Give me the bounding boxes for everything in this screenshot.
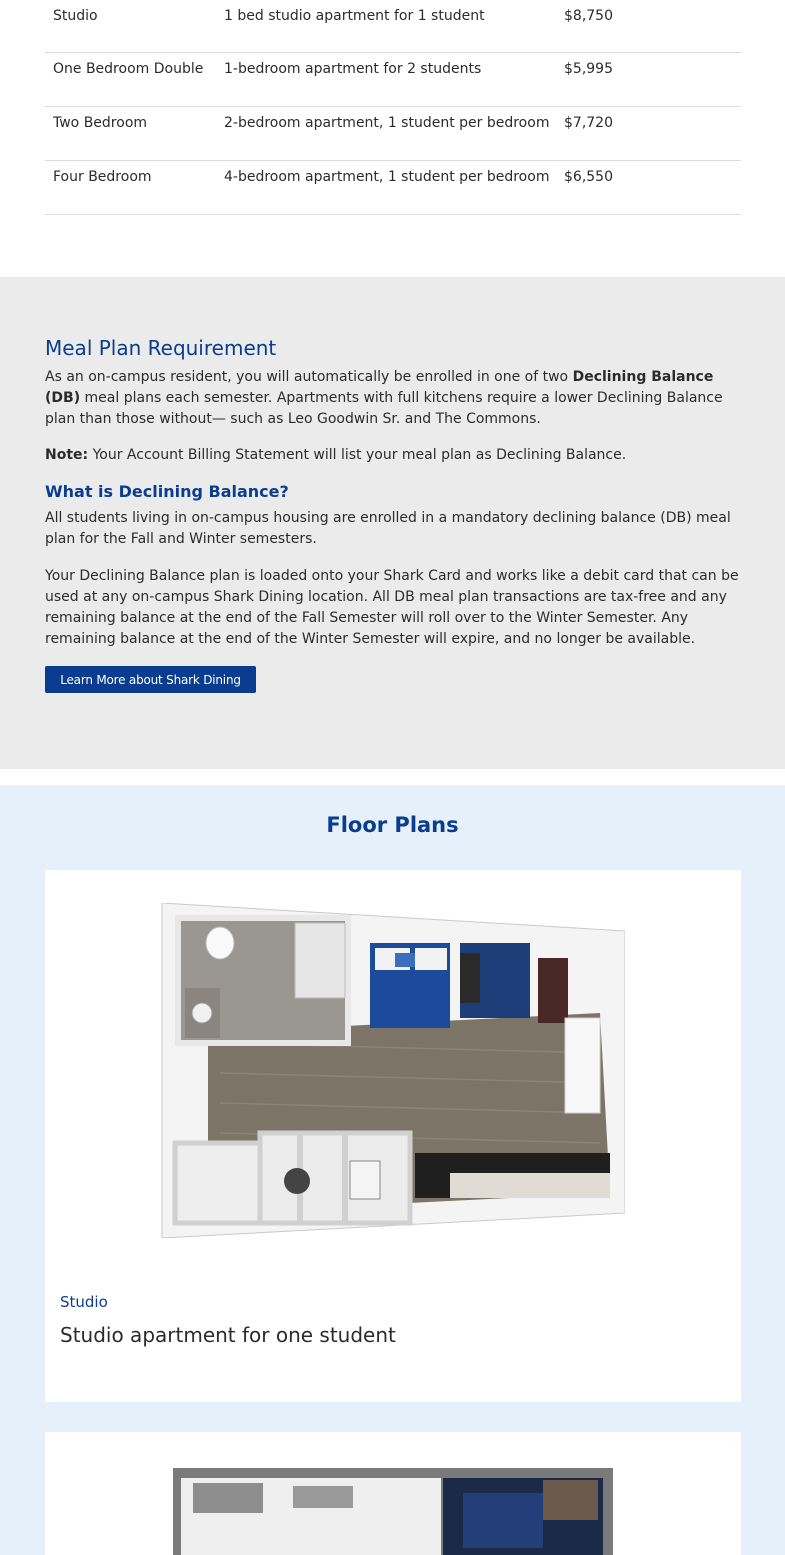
meal-plan-note: [45, 445, 745, 466]
floor-plan-image: [173, 1468, 613, 1555]
studio-floor-plan-image: [160, 903, 625, 1238]
rates-table-section: [0, 0, 785, 277]
room-description: 2-bedroom apartment, 1 student per bedroom: [224, 115, 550, 131]
note-text: Your Account Billing Statement will list your meal plan as Declining Balance.: [88, 447, 627, 463]
declining-balance-para-2: Your Declining Balance plan is loaded onto your Shark Card and works like a debit card that can be used at any on-campus Shark Dining location. All DB meal plan transactions are tax-free and any remaining balance at the end of the Fall Semester will roll over to the Winter Semester. Any remaining balance at the end of the Winter Semester will expire, and no longer be available.: [45, 568, 739, 647]
room-type: Studio: [53, 8, 98, 24]
room-type: Four Bedroom: [53, 169, 152, 185]
meal-plan-intro: [45, 367, 745, 430]
declining-balance-subtitle: What is Declining Balance?: [45, 482, 289, 501]
floor-plans-title: Floor Plans: [326, 813, 459, 837]
room-price: $6,550: [564, 169, 613, 185]
intro-text-2: meal plans each semester. Apartments with full kitchens require a lower Declining Balance plan than those without— such as Leo Goodwin Sr. and The Commons.: [45, 390, 723, 427]
room-description: 1 bed studio apartment for 1 student: [224, 8, 485, 24]
meal-plan-section: [0, 277, 785, 769]
room-price: $7,720: [564, 115, 613, 131]
room-description: 1-bedroom apartment for 2 students: [224, 61, 482, 77]
note-label: Note:: [45, 447, 89, 463]
meal-plan-title: Meal Plan Requirement: [45, 336, 277, 360]
intro-bold: Declining Balance (DB): [45, 369, 714, 406]
table-row: [45, 161, 741, 215]
room-type: One Bedroom Double: [53, 61, 204, 77]
intro-text-1: As an on-campus resident, you will automatically be enrolled in one of two: [45, 369, 573, 385]
declining-balance-para-1: All students living in on-campus housing are enrolled in a mandatory declining balance (DB) meal plan for the Fall and Winter semesters.: [45, 510, 731, 547]
room-price: $5,995: [564, 61, 613, 77]
room-type: Two Bedroom: [53, 115, 148, 131]
room-description: 4-bedroom apartment, 1 student per bedroom: [224, 169, 550, 185]
room-price: $8,750: [564, 8, 613, 24]
learn-more-shark-dining-button[interactable]: Learn More about Shark Dining: [45, 666, 256, 693]
floor-plans-section: [0, 785, 785, 1555]
floor-plan-card-studio[interactable]: [45, 870, 741, 1402]
floor-plan-card-next[interactable]: [45, 1432, 741, 1555]
table-row: [45, 53, 741, 107]
floor-plan-description: Studio apartment for one student: [60, 1323, 396, 1347]
section-divider: [0, 769, 785, 785]
floor-plan-name: Studio: [60, 1293, 108, 1311]
table-row: [45, 0, 741, 53]
table-row: [45, 107, 741, 161]
